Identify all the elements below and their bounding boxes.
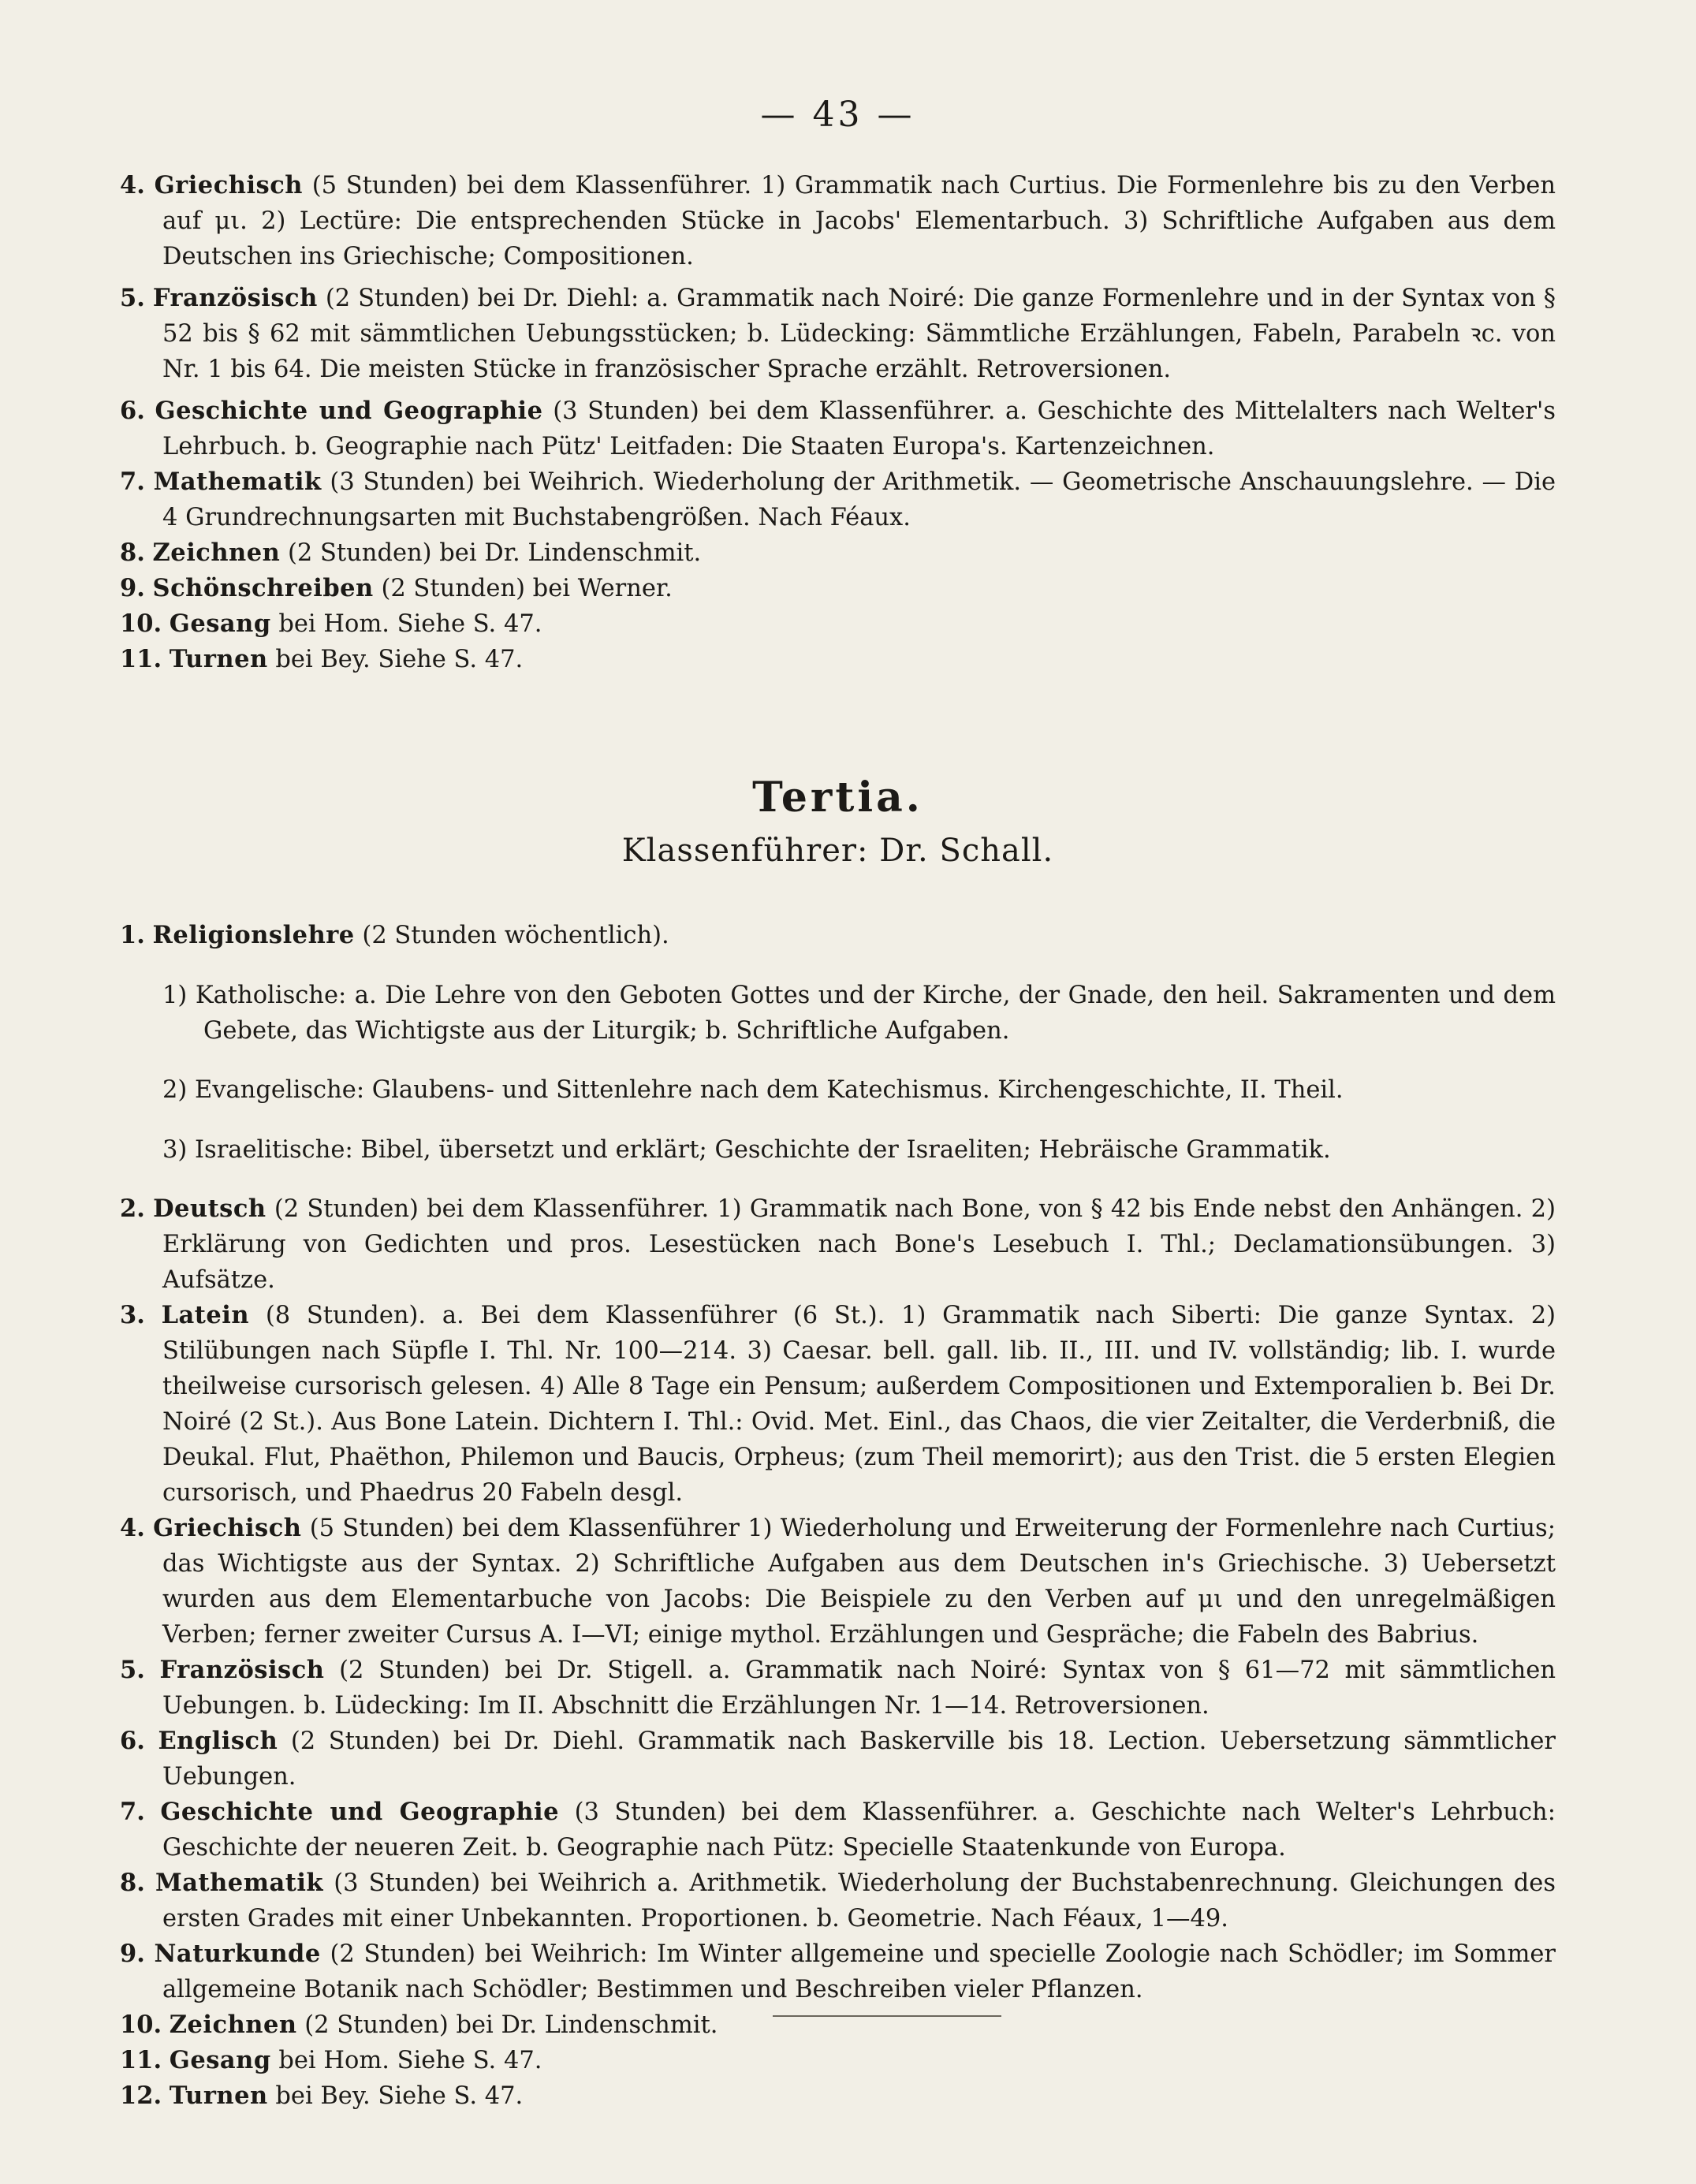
entry-subject: Französisch bbox=[152, 284, 318, 312]
page-number: — 43 — bbox=[760, 95, 915, 135]
entry-text: (2 Stunden) bei Dr. Lindenschmit. bbox=[304, 2011, 718, 2039]
entry-religionslehre bbox=[120, 918, 1556, 953]
entry-subject: Griechisch bbox=[153, 1514, 302, 1542]
entry-franzoesisch bbox=[120, 1653, 1556, 1724]
entry-subject: Geschichte und Geographie bbox=[155, 397, 543, 425]
entry-number: 3. bbox=[120, 1301, 145, 1329]
entry-number: 9. bbox=[120, 1940, 145, 1968]
entry-text: bei Hom. Siehe S. 47. bbox=[278, 610, 542, 638]
entry-turnen-upper bbox=[120, 642, 1556, 677]
entry-englisch bbox=[120, 1724, 1556, 1795]
entry-number: 2. bbox=[120, 1194, 145, 1223]
entry-subject: Schönschreiben bbox=[152, 574, 374, 602]
entry-text: (2 Stunden) bei Weihrich: Im Winter allgemeine und specielle Zoologie nach Schödler; im Sommer allgemeine Botanik nach Schödler; Bestimmen und Beschreiben vieler Pflanzen. bbox=[162, 1940, 1556, 2003]
entry-text: (3 Stunden) bei dem Klassenführer. a. Geschichte nach Welter's Lehrbuch: Geschichte der neueren Zeit. b. Geographie nach Pütz: Specielle Staatenkunde von Europa. bbox=[162, 1798, 1556, 1862]
entry-text: (2 Stunden) bei Werner. bbox=[381, 575, 673, 602]
entry-number: 4. bbox=[120, 1514, 145, 1542]
entry-subject: Geschichte und Geographie bbox=[160, 1798, 560, 1826]
entry-number: 8. bbox=[120, 1869, 145, 1897]
entry-text: (3 Stunden) bei Weihrich. Wiederholung der Arithmetik. — Geometrische Anschauungslehre. — Die 4 Grundrechnungsarten mit Buchstabengrößen. Nach Féaux. bbox=[162, 468, 1556, 531]
divider-rule bbox=[773, 2015, 1001, 2017]
entry-number: 7. bbox=[120, 468, 145, 496]
entry-number: 10. bbox=[120, 609, 162, 638]
entry-text: bei Bey. Siehe S. 47. bbox=[275, 646, 524, 673]
entry-mathematik bbox=[120, 1865, 1556, 1936]
entry-subject: Griechisch bbox=[154, 171, 303, 199]
entry-franzoesisch-upper bbox=[120, 281, 1556, 387]
entry-number: 7. bbox=[120, 1798, 145, 1826]
entry-number: 4. bbox=[120, 171, 145, 199]
entry-text: bei Bey. Siehe S. 47. bbox=[275, 2082, 524, 2110]
entry-griechisch-upper bbox=[120, 168, 1556, 274]
entry-geschichte bbox=[120, 1795, 1556, 1865]
entry-text: (2 Stunden) bei dem Klassenführer. 1) Grammatik nach Bone, von § 42 bis Ende nebst den Anhängen. 2) Erklärung von Gedichten und pros. Lesestücken nach Bone's Lesebuch I. Thl.; Declamationsübungen. 3) Aufsätze. bbox=[162, 1195, 1556, 1294]
entry-schoenschreiben-upper bbox=[120, 571, 1556, 606]
entry-subject: Französisch bbox=[159, 1656, 325, 1684]
entry-number: 5. bbox=[120, 1656, 145, 1684]
entry-gesang bbox=[120, 2043, 1556, 2078]
entry-subject: Gesang bbox=[169, 2046, 271, 2074]
entry-geschichte-upper bbox=[120, 393, 1556, 464]
entry-text: (2 Stunden) bei Dr. Stigell. a. Grammatik nach Noiré: Syntax von § 61—72 mit sämmtlichen Uebungen. b. Lüdecking: Im II. Abschnitt die Erzählungen Nr. 1—14. Retroversionen. bbox=[162, 1657, 1556, 1720]
entry-gesang-upper bbox=[120, 606, 1556, 642]
entry-subject: Mathematik bbox=[155, 1869, 324, 1897]
entry-number: 8. bbox=[120, 539, 145, 567]
entry-text: bei Hom. Siehe S. 47. bbox=[278, 2047, 542, 2074]
entry-deutsch bbox=[120, 1191, 1556, 1298]
religion-israelitisch: 3) Israelitische: Bibel, übersetzt und erklärt; Geschichte der Israeliten; Hebräische Grammatik. bbox=[162, 1135, 1331, 1164]
religion-evangelisch: 2) Evangelische: Glaubens- und Sittenlehre nach dem Katechismus. Kirchengeschichte, II. Theil. bbox=[162, 1076, 1344, 1104]
entry-subject: Turnen bbox=[169, 645, 268, 673]
entry-subject: Mathematik bbox=[153, 468, 322, 496]
entry-subject: Religionslehre bbox=[152, 921, 355, 949]
entry-subject: Zeichnen bbox=[152, 539, 281, 567]
entry-number: 11. bbox=[120, 2046, 162, 2074]
entry-text: (3 Stunden) bei dem Klassenführer. a. Geschichte des Mittelalters nach Welter's Lehrbuch. b. Geographie nach Pütz' Leitfaden: Die Staaten Europa's. Kartenzeichnen. bbox=[162, 397, 1556, 460]
entry-text: (2 Stunden wöchentlich). bbox=[362, 922, 669, 949]
entry-number: 6. bbox=[120, 397, 145, 425]
entry-zeichnen-upper bbox=[120, 535, 1556, 571]
entry-number: 6. bbox=[120, 1727, 145, 1755]
entry-subject: Englisch bbox=[158, 1727, 278, 1755]
entry-griechisch bbox=[120, 1511, 1556, 1653]
class-heading: Tertia. bbox=[752, 773, 923, 822]
entry-subject: Turnen bbox=[169, 2082, 268, 2110]
entry-number: 11. bbox=[120, 645, 162, 673]
religion-katholisch: 1) Katholische: a. Die Lehre von den Geboten Gottes und der Kirche, der Gnade, den heil. Sakramenten und dem Gebete, das Wichtigste aus der Liturgik; b. Schriftliche Aufgaben. bbox=[162, 981, 1556, 1045]
entry-text: (2 Stunden) bei Dr. Lindenschmit. bbox=[288, 539, 702, 567]
entry-text: (2 Stunden) bei Dr. Diehl: a. Grammatik nach Noiré: Die ganze Formenlehre und in der Syntax von § 52 bis § 62 mit sämmtlichen Uebungsstücken; b. Lüdecking: Sämmtliche Erzählungen, Fabeln, Parabeln ꝛc. von Nr. 1 bis 64. Die meisten Stücke in französischer Sprache erzählt. Retroversionen. bbox=[162, 285, 1556, 383]
entry-text: (5 Stunden) bei dem Klassenführer 1) Wiederholung und Erweiterung der Formenlehre nach Curtius; das Wichtigste aus der Syntax. 2) Schriftliche Aufgaben aus dem Deutschen in's Griechische. 3) Uebersetzt wurden aus dem Elementarbuche von Jacobs: Die Beispiele zu den Verben auf μι und den unregelmäßigen Verben; ferner zweiter Cursus A. I—VI; einige mythol. Erzählungen und Gespräche; die Fabeln des Babrius. bbox=[162, 1515, 1556, 1649]
entry-text: (2 Stunden) bei Dr. Diehl. Grammatik nach Baskerville bis 18. Lection. Uebersetzung sämmtlicher Uebungen. bbox=[162, 1727, 1556, 1791]
entry-latein bbox=[120, 1298, 1556, 1511]
entry-subject: Deutsch bbox=[153, 1194, 267, 1223]
entry-subject: Naturkunde bbox=[154, 1940, 321, 1968]
entry-text: (8 Stunden). a. Bei dem Klassenführer (6 St.). 1) Grammatik nach Siberti: Die ganze Syntax. 2) Stilübungen nach Süpfle I. Thl. Nr. 100—214. 3) Caesar. bell. gall. lib. II., III. und IV. vollständig; lib. I. wurde theilweise cursorisch gelesen. 4) Alle 8 Tage ein Pensum; außerdem Compositionen und Extemporalien b. Bei Dr. Noiré (2 St.). Aus Bone Latein. Dichtern I. Thl.: Ovid. Met. Einl., das Chaos, die vier Zeitalter, die Verderbniß, die Deukal. Flut, Phaëthon, Philemon und Baucis, Orpheus; (zum Theil memorirt); aus den Trist. die 5 ersten Elegien cursorisch, und Phaedrus 20 Fabeln desgl. bbox=[162, 1302, 1556, 1507]
entry-mathematik-upper bbox=[120, 464, 1556, 535]
entry-text: (3 Stunden) bei Weihrich a. Arithmetik. Wiederholung der Buchstabenrechnung. Gleichungen des ersten Grades mit einer Unbekannten. Proportionen. b. Geometrie. Nach Féaux, 1—49. bbox=[162, 1869, 1556, 1932]
lower-section bbox=[120, 918, 1556, 2114]
entry-subject: Latein bbox=[161, 1301, 250, 1329]
entry-zeichnen bbox=[120, 2007, 1556, 2043]
entry-naturkunde bbox=[120, 1936, 1556, 2007]
entry-number: 5. bbox=[120, 284, 145, 312]
entry-number: 12. bbox=[120, 2082, 162, 2110]
upper-section bbox=[120, 168, 1556, 677]
class-leader: Klassenführer: Dr. Schall. bbox=[621, 833, 1054, 869]
entry-turnen bbox=[120, 2078, 1556, 2114]
entry-number: 1. bbox=[120, 921, 145, 949]
entry-text: (5 Stunden) bei dem Klassenführer. 1) Grammatik nach Curtius. Die Formenlehre bis zu den Verben auf μι. 2) Lectüre: Die entsprechenden Stücke in Jacobs' Elementarbuch. 3) Schriftliche Aufgaben aus dem Deutschen ins Griechische; Compositionen. bbox=[162, 172, 1556, 270]
entry-subject: Zeichnen bbox=[169, 2011, 297, 2039]
entry-number: 9. bbox=[120, 574, 145, 602]
entry-number: 10. bbox=[120, 2011, 162, 2039]
entry-subject: Gesang bbox=[169, 609, 271, 638]
